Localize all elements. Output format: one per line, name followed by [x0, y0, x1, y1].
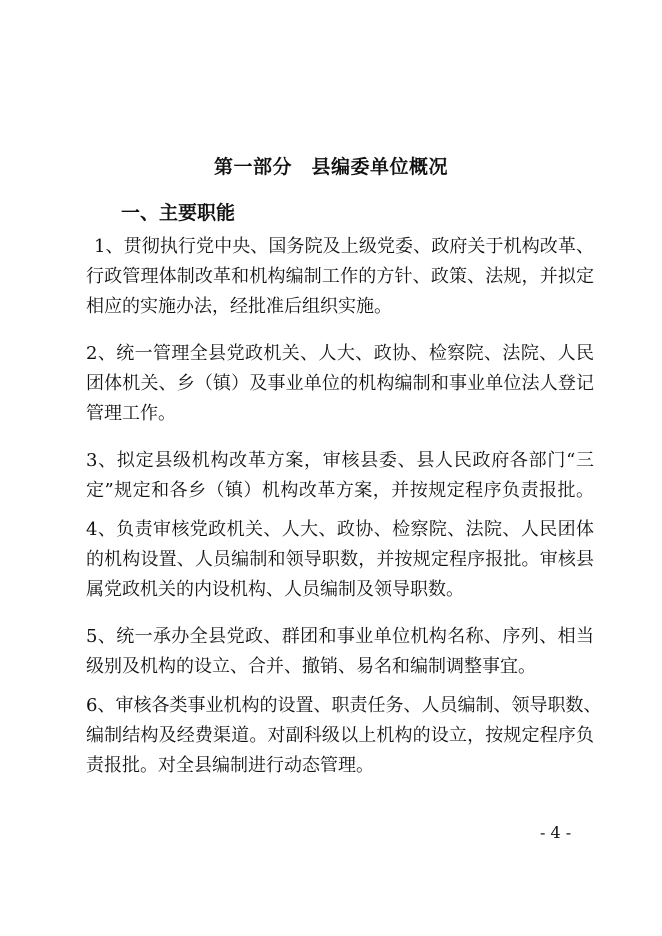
paragraph-line: 2、统一管理全县党政机关、人大、政协、检察院、法院、人民: [86, 343, 594, 364]
paragraph-line: 6、审核各类事业机构的设置、职责任务、人员编制、领导职数、: [86, 695, 602, 716]
paragraph-line: 相应的实施办法，经批准后组织实施。: [86, 296, 392, 317]
page-title: 第一部分 县编委单位概况: [213, 156, 448, 178]
paragraph-line: 的机构设置、人员编制和领导职数，并按规定程序报批。审核县: [86, 549, 594, 570]
paragraph-6: [86, 691, 602, 781]
paragraph-4: [86, 515, 594, 605]
paragraph-5: [86, 622, 594, 682]
paragraph-line: 编制结构及经费渠道。对副科级以上机构的设立，按规定程序负: [86, 725, 594, 746]
paragraph-line: 5、统一承办全县党政、群团和事业单位机构名称、序列、相当: [86, 626, 594, 647]
paragraph-line: 属党政机关的内设机构、人员编制及领导职数。: [86, 579, 464, 600]
paragraph-line: 4、负责审核党政机关、人大、政协、检察院、法院、人民团体: [86, 519, 594, 540]
page-number: - 4 -: [540, 823, 572, 842]
paragraph-line: 团体机关、乡（镇）及事业单位的机构编制和事业单位法人登记: [86, 373, 594, 394]
paragraph-line: 行政管理体制改革和机构编制工作的方针、政策、法规，并拟定: [86, 266, 594, 287]
paragraph-1: [86, 232, 594, 322]
paragraph-2: [86, 339, 594, 429]
paragraph-line: 管理工作。: [86, 403, 176, 424]
paragraph-line: 定”规定和各乡（镇）机构改革方案，并按规定程序负责报批。: [86, 480, 594, 501]
paragraph-3: [86, 446, 594, 506]
paragraph-line: 责报批。对全县编制进行动态管理。: [86, 755, 374, 776]
paragraph-line: 级别及机构的设立、合并、撤销、易名和编制调整事宜。: [86, 656, 536, 677]
paragraph-line: 3、拟定县级机构改革方案，审核县委、县人民政府各部门“三: [86, 450, 594, 471]
section-heading: 一、主要职能: [121, 202, 236, 224]
paragraph-line: 1、贯彻执行党中央、国务院及上级党委、政府关于机构改革、: [94, 236, 594, 257]
